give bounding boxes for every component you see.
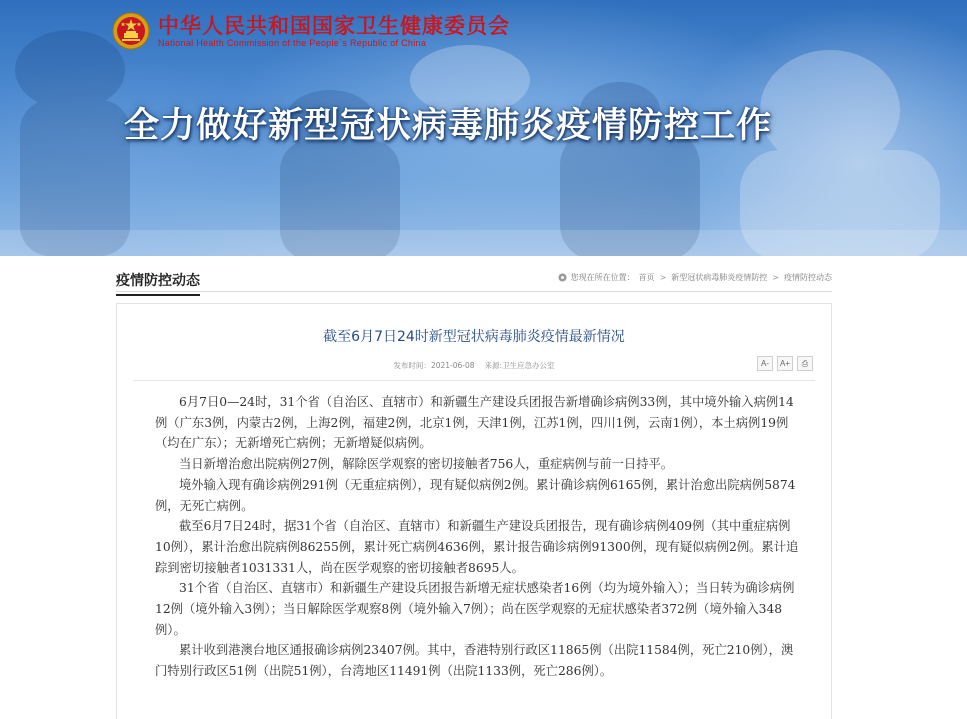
site-name-english: National Health Commission of the People`s Republic of China: [158, 38, 427, 48]
breadcrumb-prefix: 您现在所在位置：: [570, 272, 635, 282]
national-emblem-icon: [112, 12, 150, 50]
breadcrumb-covid-prevention[interactable]: 新型冠状病毒肺炎疫情防控: [671, 272, 768, 282]
paragraph: 6月7日0—24时，31个省（自治区、直辖市）和新疆生产建设兵团报告新增确诊病例33例，其中境外输入病例14例（广东3例，内蒙古2例，上海2例，福建2例，北京1例，天津1例，江苏1例，四川1例，云南1例），本土病例19例（均在广东）；无新增死亡病例；无新增疑似病例。: [155, 395, 794, 451]
breadcrumb: [558, 270, 832, 284]
article-panel: [116, 303, 832, 719]
site-name[interactable]: 中华人民共和国国家卫生健康委员会: [158, 13, 510, 38]
section-header: [116, 262, 832, 292]
paragraph: 截至6月7日24时，据31个省（自治区、直辖市）和新疆生产建设兵团报告，现有确诊病例409例（其中重症病例10例），累计治愈出院病例86255例，累计死亡病例4636例，累计报告确诊病例91300例，现有疑似病例2例。累计追踪到密切接触者1031331人，尚在医学观察的密切接触者8695人。: [155, 519, 799, 575]
breadcrumb-separator: >: [772, 272, 779, 282]
breadcrumb-current[interactable]: 疫情防控动态: [784, 272, 832, 282]
article-content: [155, 392, 803, 682]
source-label: 来源:: [484, 361, 503, 370]
breadcrumb-home[interactable]: 首页: [638, 272, 655, 282]
section-title[interactable]: 疫情防控动态: [116, 270, 200, 296]
print-button[interactable]: ⎙: [797, 356, 813, 371]
divider: [133, 380, 815, 381]
publish-date-label: 发布时间：: [393, 361, 431, 370]
article-title: 截至6月7日24时新型冠状病毒肺炎疫情最新情况: [323, 329, 625, 345]
paragraph: 当日新增治愈出院病例27例，解除医学观察的密切接触者756人，重症病例与前一日持平。: [179, 457, 674, 472]
font-larger-button[interactable]: A+: [777, 356, 793, 371]
article-tools: [757, 356, 813, 371]
article-meta: [117, 360, 831, 371]
header-banner: [0, 0, 967, 256]
paragraph: 31个省（自治区、直辖市）和新疆生产建设兵团报告新增无症状感染者16例（均为境外输入）；当日转为确诊病例12例（境外输入3例）；当日解除医学观察8例（境外输入7例）；尚在医学观察的无症状感染者372例（境外输入348例）。: [155, 581, 795, 637]
banner-title: 全力做好新型冠状病毒肺炎疫情防控工作: [124, 106, 773, 146]
breadcrumb-separator: >: [659, 272, 667, 282]
location-pin-icon: [558, 273, 567, 282]
publish-date: 2021-06-08: [430, 361, 475, 370]
paragraph: 境外输入现有确诊病例291例（无重症病例），现有疑似病例2例。累计确诊病例6165例，累计治愈出院病例5874例，无死亡病例。: [155, 477, 796, 513]
paragraph: 累计收到港澳台地区通报确诊病例23407例。其中，香港特别行政区11865例（出院11584例，死亡210例），澳门特别行政区51例（出院51例），台湾地区11491例（出院1133例，死亡286例）。: [155, 643, 794, 679]
source-value: 卫生应急办公室: [502, 361, 555, 370]
font-smaller-button[interactable]: A-: [757, 356, 773, 371]
